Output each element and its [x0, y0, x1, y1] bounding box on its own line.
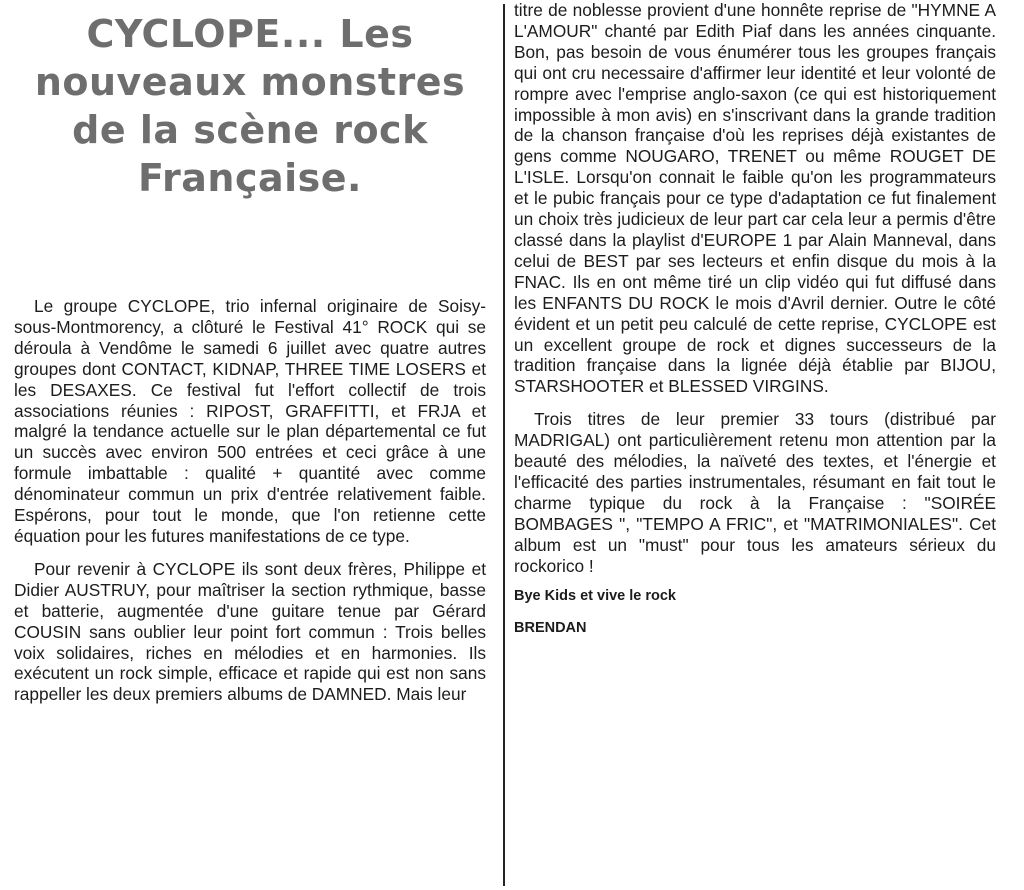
right-paragraph-1: titre de noblesse provient d'une honnête reprise de "HYMNE A L'AMOUR" chanté par Edith Piaf dans les années cinquante. Bon, pas besoin de vous énumérer tous les groupes français qui ont cru necessaire d'affirmer leur identité et leur volonté de rompre avec l'emprise anglo-saxon (ce qui est historiquement impossible à mon avis) en s'inscrivant dans la grande tradition de la chanson française d'où les reprises déjà existantes de gens comme NOUGARO, TRENET ou même ROUGET DE L'ISLE. Lorsqu'on connait le faible qu'on les programmateurs et le pubic français pour ce type d'adaptation ce fut finalement un choix très judicieux de leur part car cela leur a permis d'être classé dans la playlist d'EUROPE 1 par Alain Manneval, dans celui de BEST par ses lecteurs et enfin disque du mois à la FNAC. Ils en ont même tiré un clip vidéo qui fut diffusé dans les ENFANTS DU ROCK le mois d'Avril dernier. Outre le côté évident et un petit peu calculé de cette reprise, CYCLOPE est un excellent groupe de rock et dignes successeurs de la tradition française dans la lignée déjà établie par BIJOU, STARSHOOTER et BLESSED VIRGINS.	[514, 0, 996, 397]
article-title: CYCLOPE... Les nouveaux monstres de la scène rock Française.	[34, 12, 466, 200]
author-name: BRENDAN	[514, 620, 587, 637]
left-column	[14, 296, 486, 705]
right-column	[514, 0, 996, 644]
right-paragraph-2: Trois titres de leur premier 33 tours (distribué par MADRIGAL) ont particulièrement retenu mon attention par la beauté des mélodies, la naïveté des textes, et l'énergie et l'efficacité des parties instrumentales, résumant en fait tout le charme typique du rock à la Française : "SOIRÉE BOMBAGES ", "TEMPO A FRIC", et "MATRIMONIALES". Cet album est un "must" pour tous les amateurs sérieux du rockorico !	[514, 409, 996, 576]
left-paragraph-1: Le groupe CYCLOPE, trio infernal originaire de Soisy-sous-Montmorency, a clôturé le Festival 41° ROCK qui se déroula à Vendôme le samedi 6 juillet avec quatre autres groupes dont CONTACT, KIDNAP, THREE TIME LOSERS et les DESAXES. Ce festival fut l'effort collectif de trois associations réunies : RIPOST, GRAFFITTI, et FRJA et malgré la tendance actuelle sur le plan départemental ce fut un succès avec environ 500 entrées et ceci grâce à une formule imbattable : qualité + quantité avec comme dénominateur commun un prix d'entrée relativement faible. Espérons, pour tout le monde, que l'on retienne cette équation pour les futures manifestations de ce type.	[14, 296, 486, 546]
column-divider	[503, 4, 505, 886]
sign-off: Bye Kids et vive le rock	[514, 588, 676, 605]
left-paragraph-2: Pour revenir à CYCLOPE ils sont deux frères, Philippe et Didier AUSTRUY, pour maîtriser la section rythmique, basse et batterie, augmentée d'une guitare tenue par Gérard COUSIN sans oublier leur point fort commun : Trois belles voix solidaires, riches en mélodies et en harmonies. Ils exécutent un rock simple, efficace et rapide qui est non sans rappeller les deux premiers albums de DAMNED. Mais leur	[14, 558, 486, 705]
